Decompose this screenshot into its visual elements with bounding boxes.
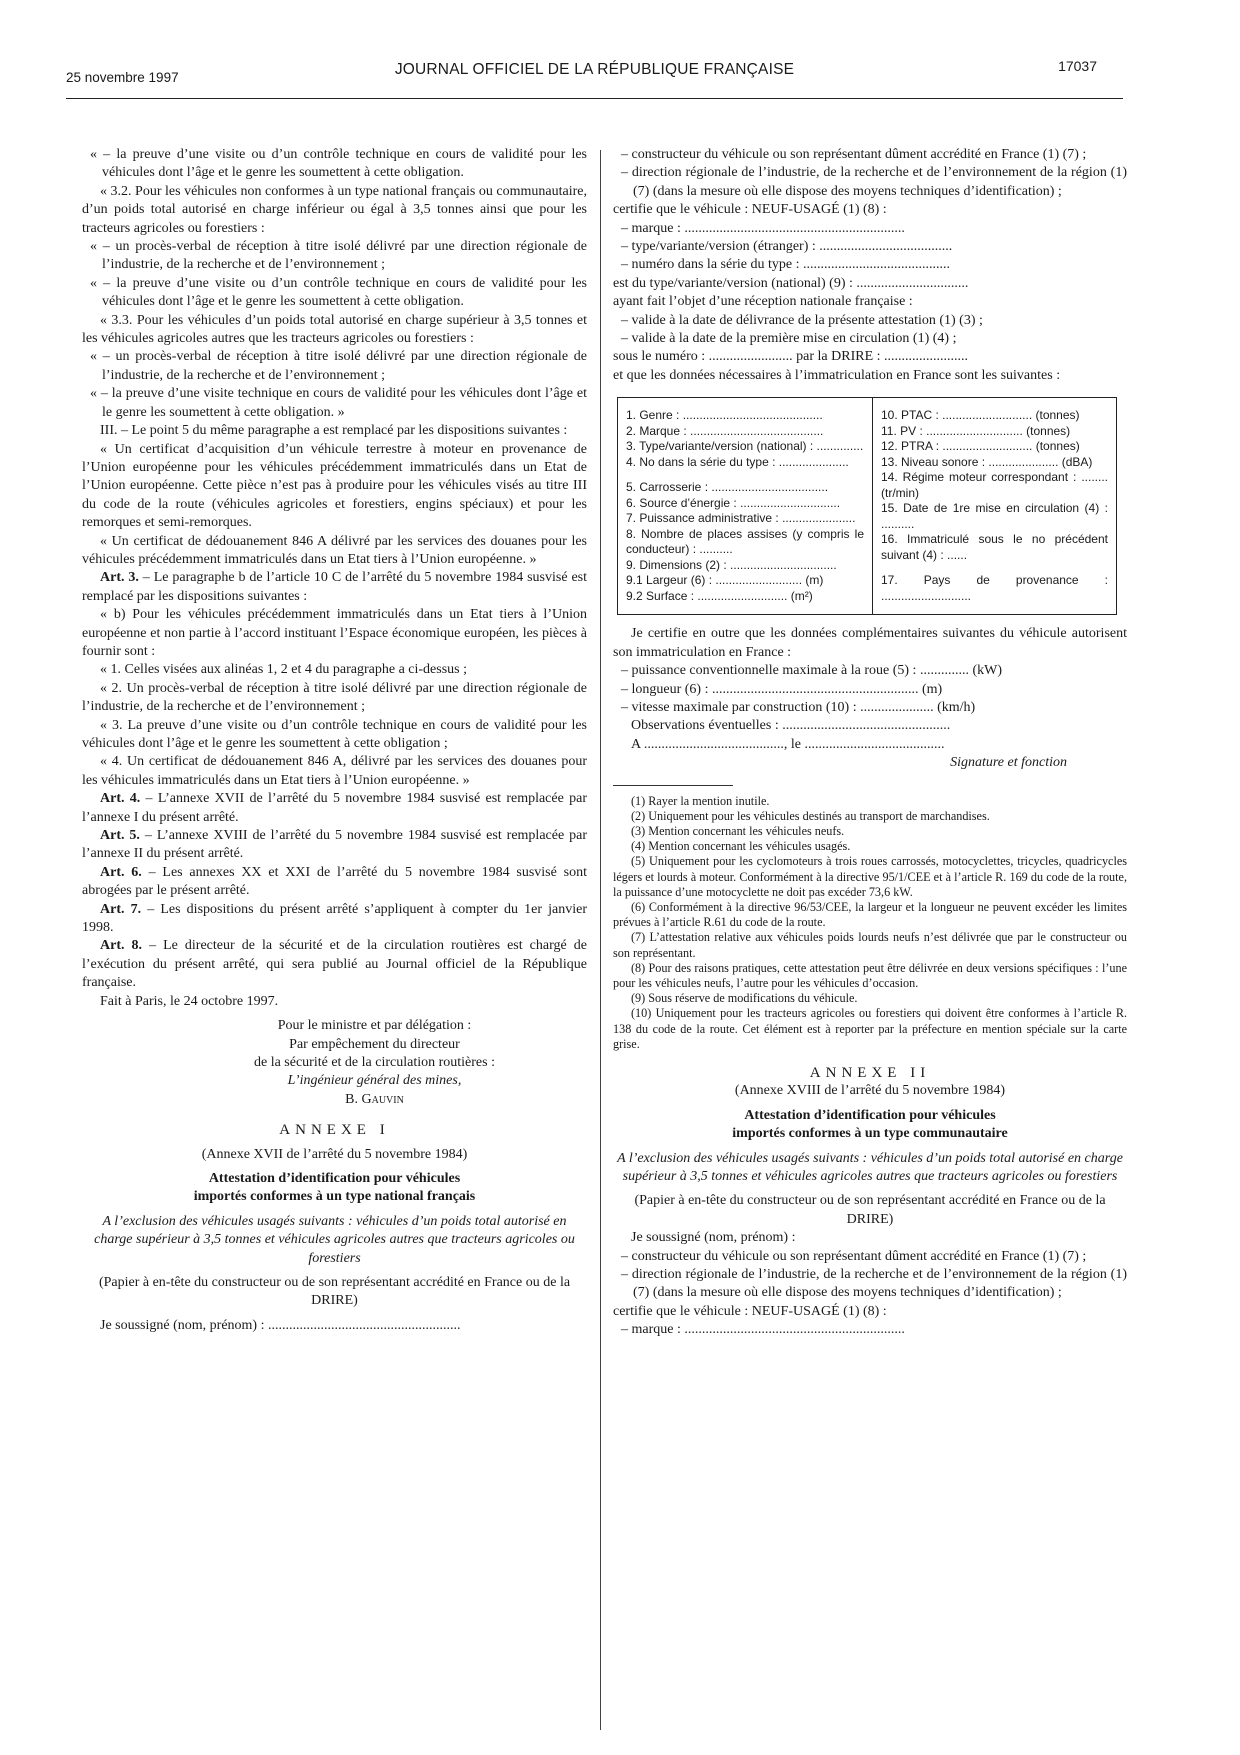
paragraph: « 3.2. Pour les véhicules non conformes à un type national français ou communautaire, d’un poids total autorisé en charge inférieur ou égal à 3,5 tonnes ainsi que pour les tracteurs agricoles ou forestiers : — [82, 183, 587, 236]
paragraph: « 4. Un certificat de dédouanement 846 A, délivré par les services des douanes pour les véhicules immatriculés dans un Etat tiers à l’Union européenne. » — [82, 754, 587, 788]
form-field: – vitesse maximale par construction (10) : ..................... (km/h) — [621, 699, 976, 715]
article-text: – Le directeur de la sécurité et de la circulation routières est chargé de l’exécution du présent arrêté, qui sera publié au Journal officiel de la République française. — [82, 938, 587, 991]
form-field: – marque : ............................................................... — [621, 1322, 905, 1338]
paragraph: « Un certificat de dédouanement 846 A délivré par les services des douanes pour les véhicules précédemment immatriculés dans un Etat tiers à l’Union européenne. » — [82, 533, 587, 567]
left-column — [82, 146, 587, 1335]
signature-date: Fait à Paris, le 24 octobre 1997. — [100, 993, 279, 1009]
article-text: – Le paragraphe b de l’article 10 C de l’arrêté du 5 novembre 1984 susvisé est remplacé par les dispositions suivantes : — [82, 570, 587, 604]
footnote: (2) Uniquement pour les véhicules destinés au transport de marchandises. — [631, 808, 990, 823]
table-field: 4. No dans la série du type : ..................... — [626, 454, 849, 469]
annex-exclusion: A l’exclusion des véhicules usagés suivants : véhicules d’un poids total autorisé en charge supérieur à 3,5 tonnes et véhicules agricoles autres que tracteurs agricoles ou forestiers — [617, 1150, 1123, 1185]
annex-paper-note: (Papier à en-tête du constructeur ou de son représentant accrédité en France ou de la DRIRE) — [634, 1193, 1106, 1227]
article-5 — [82, 827, 587, 864]
article-3 — [82, 569, 587, 606]
form-field: sous le numéro : ........................ par la DRIRE : ........................ — [613, 349, 969, 365]
paragraph: « Un certificat d’acquisition d’un véhicule terrestre à moteur en provenance de l’Union européenne pour les véhicules précédemment immatriculés dans un Etat de l’Union européenne. Cette pièce n’est pas à produire pour les véhicules visés au titre III du code de la route (véhicules agricoles et forestiers, engins spéciaux) et pour les remorques et semi-remorques. — [82, 441, 587, 531]
paragraph: « – la preuve d’une visite technique en cours de validité pour les véhicules dont l’âge et le genre les soumettent à cette obligation. » — [90, 386, 587, 420]
form-field: – longueur (6) : ........................................................... (m) — [621, 681, 943, 697]
table-field: 15. Date de 1re mise en circulation (4) : .......... — [881, 501, 1108, 531]
table-field: 10. PTAC : ........................... (tonnes) — [881, 408, 1080, 423]
page-header — [66, 48, 1123, 99]
article-text: – L’annexe XVIII de l’arrêté du 5 novembre 1984 susvisé est remplacée par l’annexe II du présent arrêté. — [82, 828, 587, 862]
article-text: – Les dispositions du présent arrêté s’appliquent à compter du 1er janvier 1998. — [82, 901, 587, 936]
annex-heading: importés conformes à un type national français — [193, 1189, 476, 1205]
form-field: – valide à la date de la première mise en circulation (1) (4) ; — [621, 331, 957, 347]
paragraph: – constructeur du véhicule ou son représentant dûment accrédité en France (1) (7) ; — [621, 147, 1087, 162]
table-field: 7. Puissance administrative : ...................... — [626, 511, 856, 526]
table-field: 1. Genre : .......................................... — [626, 408, 823, 423]
signature-line: L’ingénieur général des mines, — [287, 1073, 462, 1089]
paragraph: « – un procès-verbal de réception à titre isolé délivré par une direction régionale de l’industrie, de la recherche et de l’environnement ; — [90, 349, 587, 383]
table-field: 14. Régime moteur correspondant : ........ (tr/min) — [881, 470, 1108, 500]
table-field: 2. Marque : ........................................ — [626, 423, 824, 438]
paragraph: « – un procès-verbal de réception à titre isolé délivré par une direction régionale de l’industrie, de la recherche et de l’environnement ; — [90, 239, 587, 273]
table-field: 11. PV : ............................. (tonnes) — [881, 423, 1071, 438]
article-text: – L’annexe XVII de l’arrêté du 5 novembre 1984 susvisé est remplacée par l’annexe I du présent arrêté. — [82, 791, 587, 825]
signature-name: B. Gauvin — [345, 1091, 404, 1107]
article-label: Art. 8. — [100, 938, 143, 954]
footnote: (3) Mention concernant les véhicules neufs. — [631, 823, 845, 838]
article-7 — [82, 901, 587, 938]
paragraph: « – la preuve d’une visite ou d’un contrôle technique en cours de validité pour les véhicules dont l’âge et le genre les soumettent à cette obligation. — [90, 275, 587, 310]
table-spacer — [881, 563, 1108, 573]
signature-label: Signature et fonction — [950, 755, 1067, 771]
paragraph: « 1. Celles visées aux alinéas 1, 2 et 4 du paragraphe a ci-dessus ; — [100, 662, 468, 678]
footnote: (1) Rayer la mention inutile. — [631, 793, 770, 808]
paragraph: III. – Le point 5 du même paragraphe a est remplacé par les dispositions suivantes : — [100, 423, 568, 439]
article-8 — [82, 937, 587, 992]
article-label: Art. 3. — [100, 570, 139, 586]
signature-line: Pour le ministre et par délégation : — [277, 1018, 472, 1034]
table-field: 17. Pays de provenance : ........................... — [881, 573, 1108, 603]
footnote: (5) Uniquement pour les cyclomoteurs à trois roues carrossés, motocyclettes, tricycles, quadricycles légers et lourds à moteur. Conformément à la directive 95/1/CEE et à l’article R. 169 du code de la route, la puissance d’une motocyclette ne doit pas excéder 73,6 kW. — [613, 854, 1127, 899]
form-field: est du type/variante/version (national) (9) : ................................ — [613, 275, 969, 291]
form-field: Je soussigné (nom, prénom) : ....................................................... — [100, 1317, 461, 1333]
footnote-rule — [613, 785, 733, 786]
form-field: – type/variante/version (étranger) : ...................................... — [621, 239, 953, 255]
article-label: Art. 6. — [100, 864, 142, 880]
article-label: Art. 5. — [100, 828, 140, 844]
table-field: 9.2 Surface : ........................... (m²) — [626, 588, 813, 603]
form-field: Je soussigné (nom, prénom) : — [631, 1230, 796, 1246]
table-field: 6. Source d’énergie : .............................. — [626, 495, 841, 510]
paragraph: et que les données nécessaires à l’immatriculation en France sont les suivantes : — [613, 367, 1061, 383]
signature-line: de la sécurité et de la circulation routières : — [253, 1054, 495, 1070]
annex-paper-note: (Papier à en-tête du constructeur ou de son représentant accrédité en France ou de la DRIRE) — [98, 1274, 571, 1309]
footnote: (4) Mention concernant les véhicules usagés. — [631, 839, 851, 854]
article-4 — [82, 790, 587, 827]
header-date: 25 novembre 1997 — [66, 70, 179, 85]
header-title: JOURNAL OFFICIEL DE LA RÉPUBLIQUE FRANÇAISE — [394, 61, 795, 78]
footnotes — [613, 794, 1127, 1052]
annex-title: ANNEXE II — [809, 1064, 931, 1081]
paragraph: « 2. Un procès-verbal de réception à titre isolé délivré par une direction régionale de l’industrie, de la recherche et de l’environnement ; — [82, 680, 587, 715]
annex-subtitle: (Annexe XVII de l’arrêté du 5 novembre 1984) — [201, 1146, 468, 1162]
table-field: 8. Nombre de places assises (y compris le conducteur) : .......... — [626, 526, 864, 557]
form-field: – numéro dans la série du type : .......................................... — [621, 257, 950, 273]
paragraph: Je certifie en outre que les données complémentaires suivantes du véhicule autorisent son immatriculation en France : — [613, 626, 1127, 660]
paragraph: « – la preuve d’une visite ou d’un contrôle technique en cours de validité pour les véhicules dont l’âge et le genre les soumettent à cette obligation. — [90, 147, 587, 181]
table-field: 9. Dimensions (2) : ................................ — [626, 557, 837, 572]
table-right-column — [873, 398, 1117, 615]
paragraph: – direction régionale de l’industrie, de la recherche et de l’environnement de la région (1) (7) (dans la mesure où elle dispose des moyens techniques d’identification) ; — [621, 1267, 1127, 1301]
paragraph: « 3.3. Pour les véhicules d’un poids total autorisé en charge supérieur à 3,5 tonnes et les véhicules agricoles autres que les tracteurs agricoles ou forestiers : — [82, 312, 587, 347]
footnote: (8) Pour des raisons pratiques, cette attestation peut être délivrée en deux versions spécifiques : l’une pour les véhicules neufs, l’autre pour les véhicules d’occasion. — [613, 960, 1127, 990]
footnote: (10) Uniquement pour les tracteurs agricoles ou forestiers qui doivent être conformes à l’article R. 138 du code de la route. Cet élément est à reporter par la préfecture en mention spéciale sur la carte grise. — [613, 1006, 1127, 1051]
form-field: certifie que le véhicule : NEUF-USAGÉ (1) (8) : — [613, 202, 887, 218]
article-label: Art. 7. — [100, 901, 142, 917]
footnote: (9) Sous réserve de modifications du véhicule. — [631, 991, 858, 1006]
table-field: 3. Type/variante/version (national) : .............. — [626, 439, 864, 454]
form-field: ayant fait l’objet d’une réception nationale française : — [613, 294, 913, 310]
page-number: 17037 — [1058, 58, 1097, 74]
table-field: 16. Immatriculé sous le no précédent suivant (4) : ...... — [881, 532, 1108, 562]
vehicle-data-table — [617, 397, 1117, 615]
footnote: (6) Conformément à la directive 96/53/CEE, la largeur et la longueur ne peuvent excéder les limites prévues à l’article R.61 du code de la route. — [613, 899, 1127, 930]
annex-heading: Attestation d’identification pour véhicules — [744, 1107, 996, 1123]
table-left-column — [618, 398, 873, 615]
article-text: – Les annexes XX et XXI de l’arrêté du 5 novembre 1984 susvisé sont abrogées par le présent arrêté. — [82, 864, 587, 899]
column-divider — [600, 150, 601, 1730]
paragraph: « 3. La preuve d’une visite ou d’un contrôle technique en cours de validité pour les véhicules dont l’âge et le genre les soumettent à cette obligation ; — [82, 717, 587, 751]
table-field: 13. Niveau sonore : ..................... (dBA) — [881, 454, 1093, 469]
annex-subtitle: (Annexe XVIII de l’arrêté du 5 novembre 1984) — [734, 1083, 1006, 1099]
form-field: – puissance conventionnelle maximale à la roue (5) : .............. (kW) — [621, 663, 1002, 679]
footnote: (7) L’attestation relative aux véhicules poids lourds neufs n’est délivrée que par le constructeur ou son représentant. — [613, 930, 1127, 960]
table-field: 9.1 Largeur (6) : .......................... (m) — [626, 573, 824, 588]
form-field: certifie que le véhicule : NEUF-USAGÉ (1) (8) : — [613, 1303, 887, 1319]
signature-line: Par empêchement du directeur — [289, 1036, 460, 1052]
form-field: Observations éventuelles : ................................................ — [631, 718, 951, 734]
article-6 — [82, 864, 587, 901]
paragraph: « b) Pour les véhicules précédemment immatriculés dans un Etat tiers à l’Union européenne et non partie à l’accord instituant l’Espace économique européen, les pièces à fournir sont : — [82, 607, 587, 659]
paragraph: – constructeur du véhicule ou son représentant dûment accrédité en France (1) (7) ; — [621, 1248, 1087, 1264]
table-spacer — [626, 470, 864, 480]
annex-title: ANNEXE I — [279, 1122, 390, 1139]
table-field: 5. Carrosserie : ................................... — [626, 480, 829, 495]
form-field: – marque : ............................................................... — [621, 220, 905, 236]
annex-heading: Attestation d’identification pour véhicules — [208, 1170, 461, 1186]
annex-exclusion: A l’exclusion des véhicules usagés suivants : véhicules d’un poids total autorisé en charge supérieur à 3,5 tonnes et véhicules agricoles autres que tracteurs agricoles ou forestiers — [94, 1213, 575, 1266]
right-column — [613, 146, 1127, 1340]
article-label: Art. 4. — [100, 791, 141, 807]
form-field: – valide à la date de délivrance de la présente attestation (1) (3) ; — [621, 312, 983, 328]
table-field: 12. PTRA : ........................... (tonnes) — [881, 439, 1080, 454]
annex-heading: importés conformes à un type communautaire — [732, 1126, 1008, 1142]
paragraph: – direction régionale de l’industrie, de la recherche et de l’environnement de la région (1) (7) (dans la mesure où elle dispose des moyens techniques d’identification) ; — [621, 165, 1127, 199]
form-field: A ........................................, le ........................................ — [631, 736, 945, 752]
